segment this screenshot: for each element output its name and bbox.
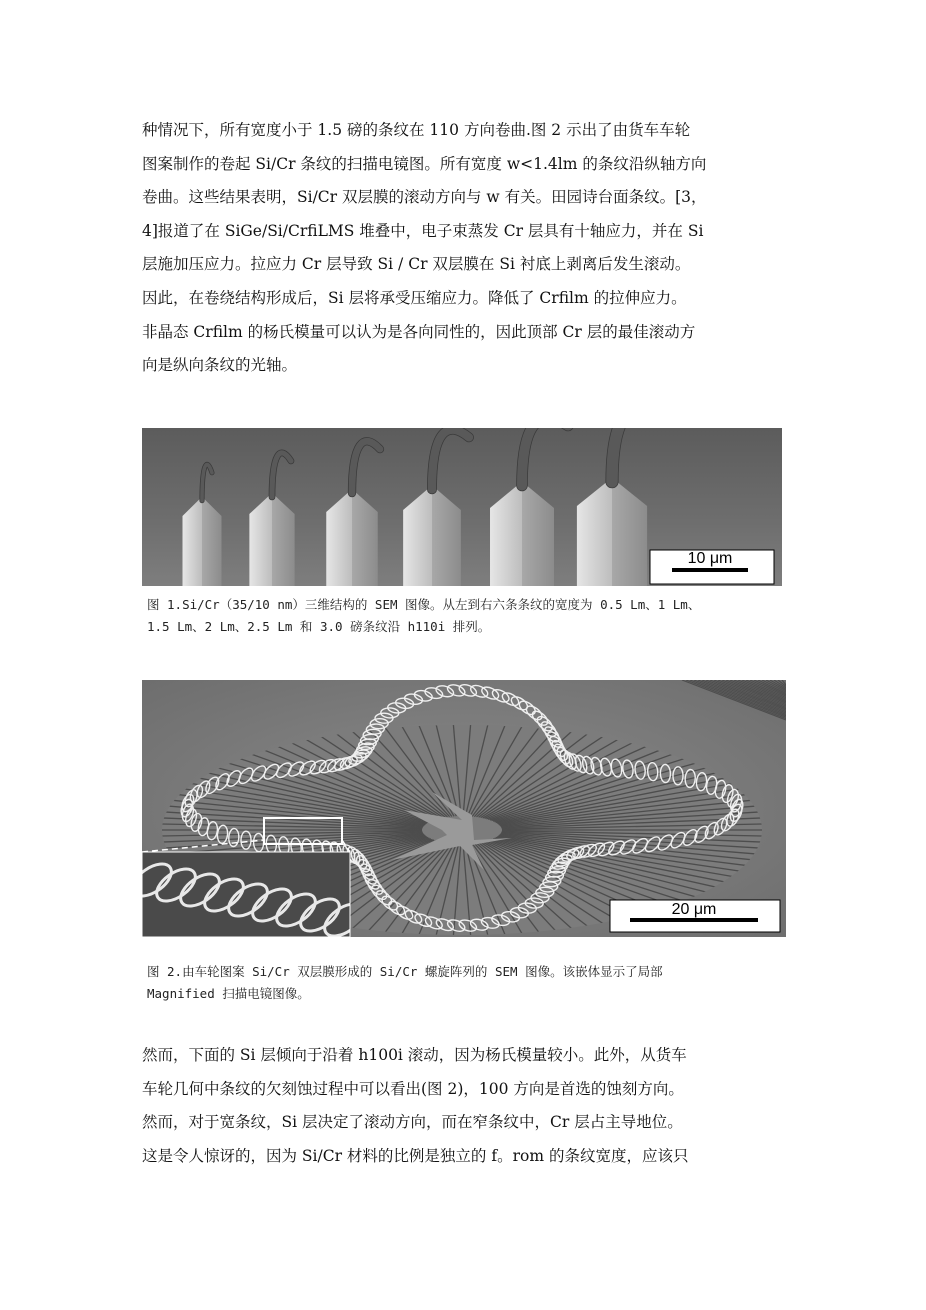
text-line: 车轮几何中条纹的欠刻蚀过程中可以看出(图 2)，100 方向是首选的蚀刻方向。 [142,1079,684,1098]
caption-line: 图 1.Si/Cr（35/10 nm）三维结构的 SEM 图像。从左到右六条条纹的宽度为 0.5 Lm、1 Lm、 [147,597,701,612]
figure-2-sem-image [142,680,786,937]
text-line: 这是令人惊讶的，因为 Si/Cr 材料的比例是独立的 f。rom 的条纹宽度，应该只 [142,1146,689,1165]
magnified-inset [142,852,369,937]
figure-1-caption [147,594,787,638]
caption-line: Magnified 扫描电镜图像。 [147,986,310,1001]
figure-2-caption [147,961,787,1005]
text-line: 然而，下面的 Si 层倾向于沿着 h100i 滚动，因为杨氏模量较小。此外，从货车 [142,1046,687,1064]
caption-line: 图 2.由车轮图案 Si/Cr 双层膜形成的 Si/Cr 螺旋阵列的 SEM 图像。该嵌体显示了局部 [147,964,663,979]
body-paragraph-bottom [142,1039,792,1173]
scale-bar-label: 20 μm [671,901,717,918]
scale-bar-line [672,568,748,572]
text-line: 向是纵向条纹的光轴。 [142,356,298,375]
scale-bar-label: 10 μm [687,550,733,567]
body-paragraph-top [142,114,792,383]
figure-2-svg [142,680,786,937]
scale-bar-line [630,918,758,922]
text-line: 卷曲。这些结果表明，Si/Cr 双层膜的滚动方向与 w 有关。田园诗台面条纹。[3， [142,188,707,207]
figure-1-svg [142,428,782,586]
text-line: 非晶态 Crfilm 的杨氏模量可以认为是各向同性的，因此顶部 Cr 层的最佳滚动方 [142,322,696,341]
text-line: 图案制作的卷起 Si/Cr 条纹的扫描电镜图。所有宽度 w<1.4lm 的条纹沿纵轴方向 [142,154,707,173]
text-line: 种情况下，所有宽度小于 1.5 磅的条纹在 110 方向卷曲.图 2 示出了由货车车轮 [142,121,691,139]
text-line: 层施加压应力。拉应力 Cr 层导致 Si / Cr 双层膜在 Si 衬底上剥离后发生滚动。 [142,255,691,274]
inset-background [142,852,350,937]
text-line: 因此，在卷绕结构形成后，Si 层将承受压缩应力。降低了 Crfilm 的拉伸应力。 [142,288,687,307]
text-line: 4]报道了在 SiGe/Si/CrfiLMS 堆叠中，电子束蒸发 Cr 层具有十轴应力，并在 Si [142,221,704,240]
text-line: 然而，对于宽条纹，Si 层决定了滚动方向，而在窄条纹中，Cr 层占主导地位。 [142,1113,683,1132]
figure-1-sem-image [142,428,782,586]
caption-line: 1.5 Lm、2 Lm、2.5 Lm 和 3.0 磅条纹沿 h110i 排列。 [147,619,491,634]
